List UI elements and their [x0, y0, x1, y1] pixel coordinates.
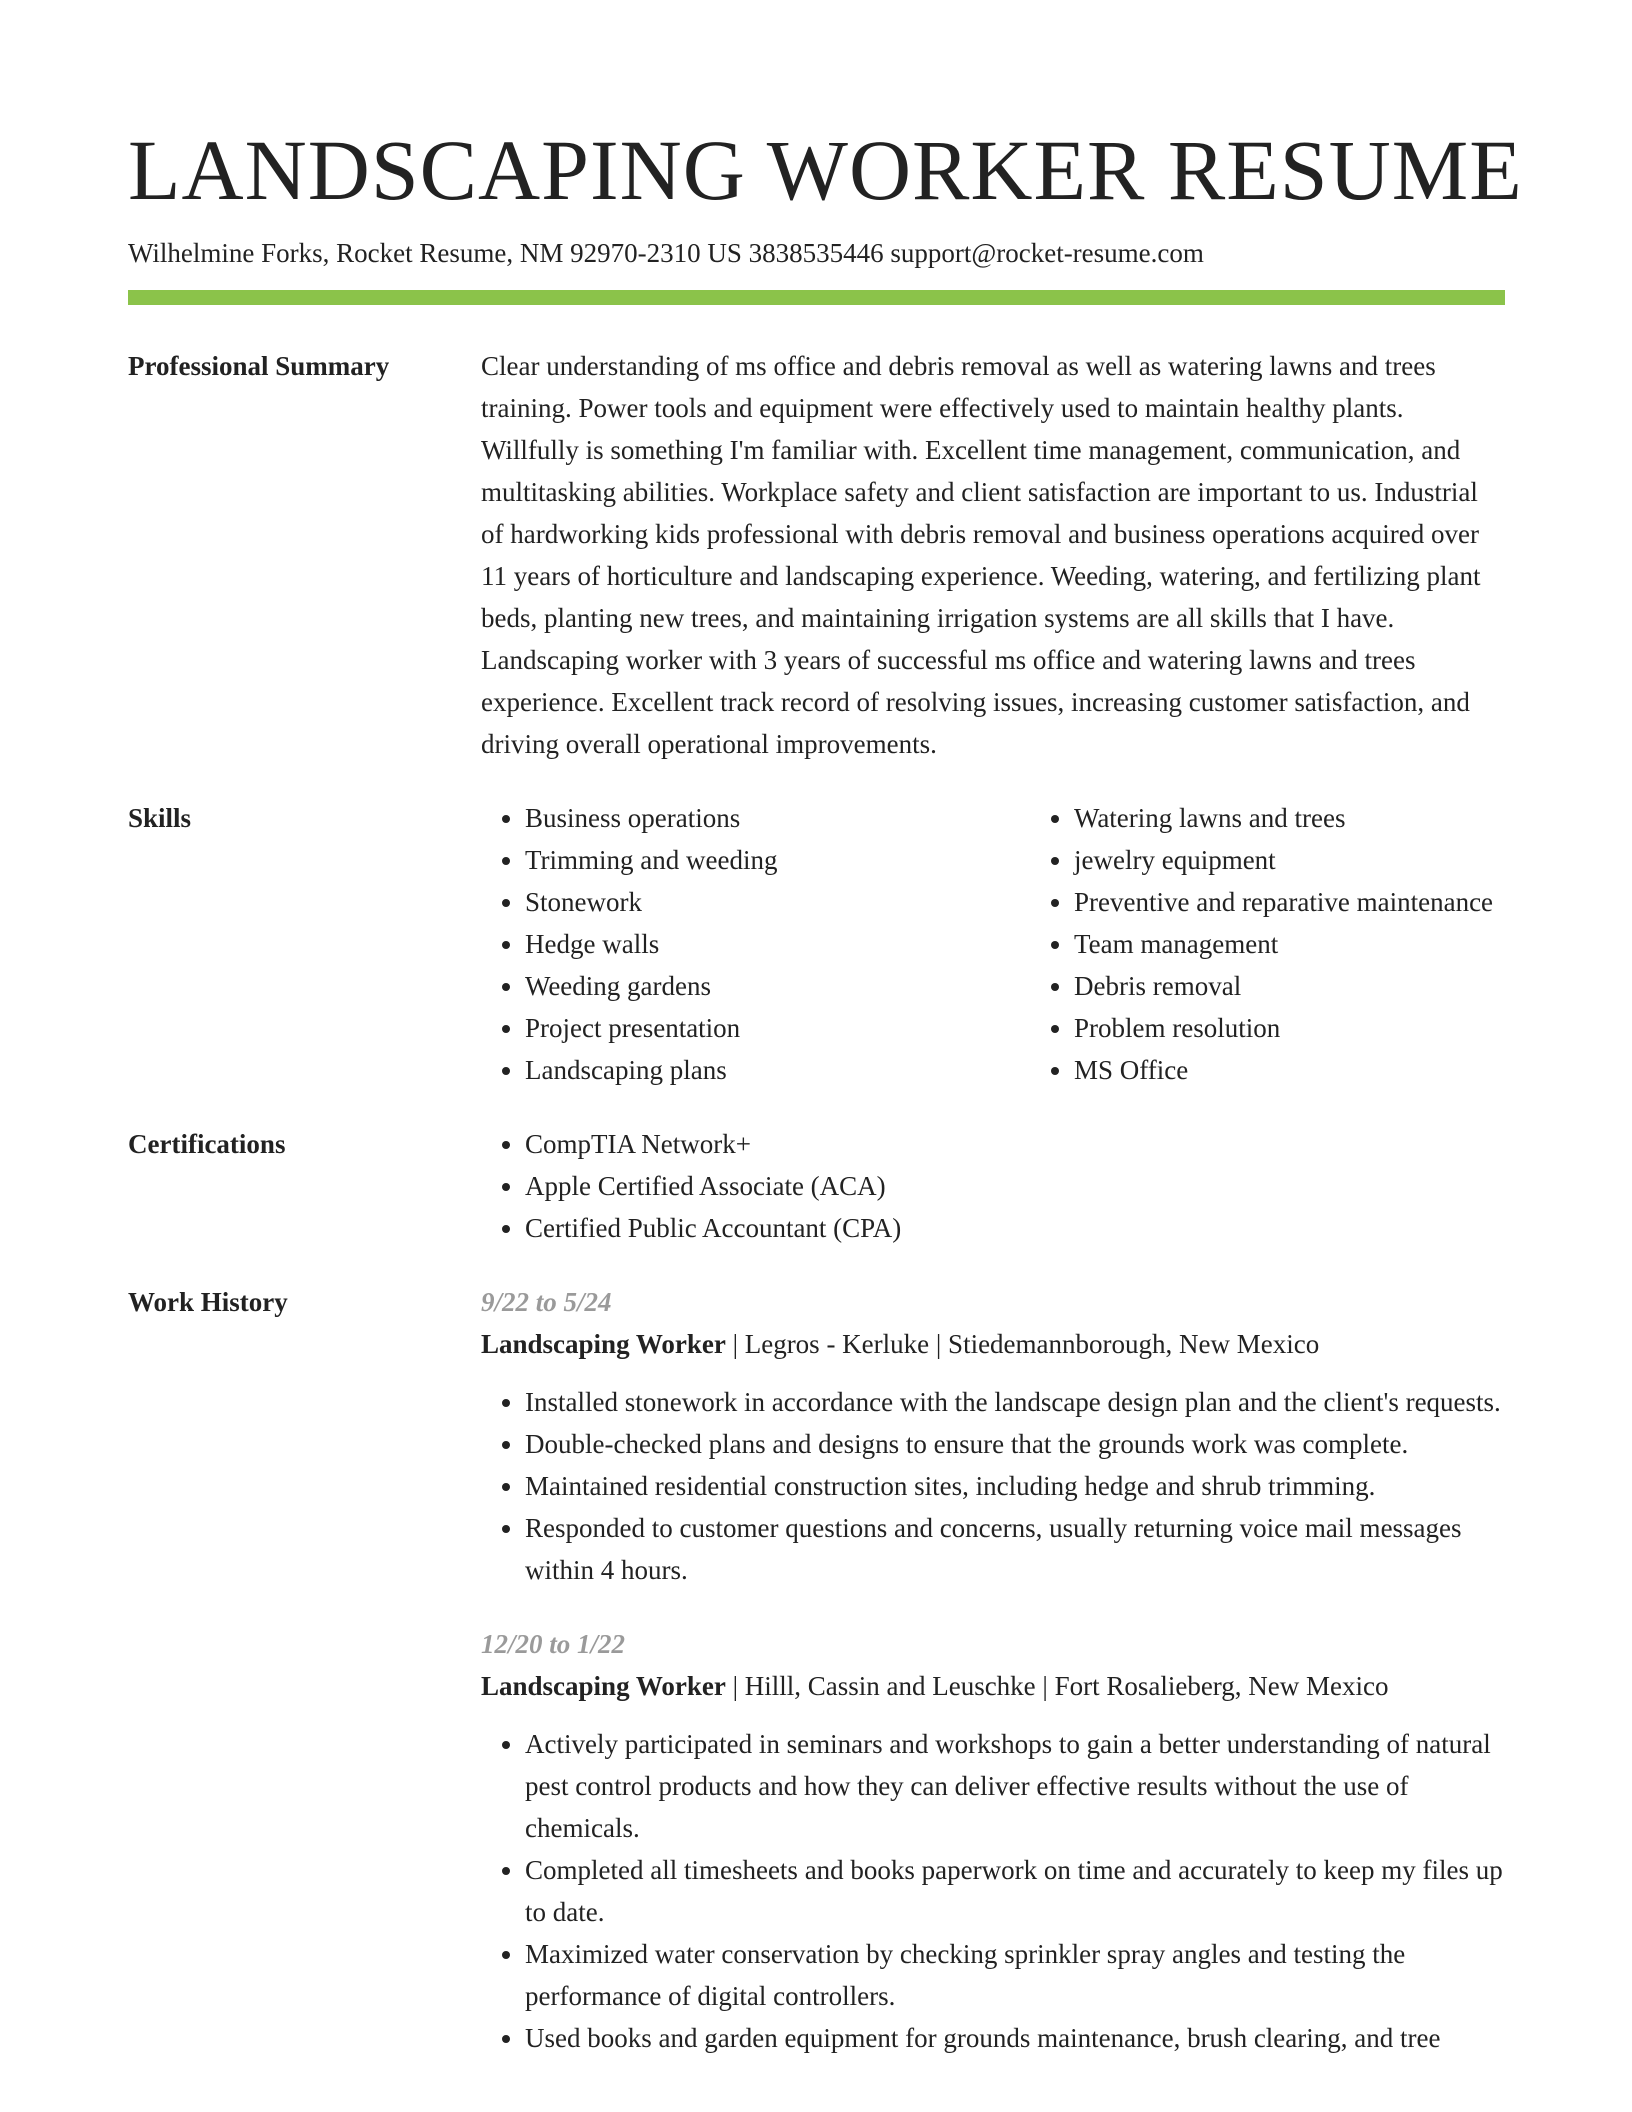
summary-section [128, 345, 1505, 765]
job-employer-location: | Legros - Kerluke | Stiedemannborough, New Mexico [725, 1329, 1320, 1359]
summary-text: Clear understanding of ms office and debris removal as well as watering lawns and trees training. Power tools and equipment were effectively used to maintain healthy plants. Willfully is something I'm familiar with. Excellent time management, communication, and multitasking abilities. Workplace safety and client satisfaction are important to us. Industrial of hardworking kids professional with debris removal and business operations acquired over 11 years of horticulture and landscaping experience. Weeding, watering, and fertilizing plant beds, planting new trees, and maintaining irrigation systems are all skills that I have. Landscaping worker with 3 years of successful ms office and watering lawns and trees experience. Excellent track record of resolving issues, increasing customer satisfaction, and driving overall operational improvements. [481, 351, 1481, 759]
job-duty-item: • Maximized water conservation by checking sprinkler spray angles and testing the performance of digital controllers. [525, 1933, 1505, 2017]
job-dates: 12/20 to 1/22 [481, 1629, 626, 1659]
certifications-heading: Certifications [128, 1129, 286, 1159]
job-dates: 9/22 to 5/24 [481, 1287, 612, 1317]
skill-item: • Problem resolution [1074, 1007, 1505, 1049]
job-heading [481, 1323, 1505, 1365]
job-entry [481, 1281, 1505, 1591]
job-duty-item: • Maintained residential construction sites, including hedge and shrub trimming. [525, 1465, 1505, 1507]
job-duty-item: • Installed stonework in accordance with the landscape design plan and the client's requests. [525, 1381, 1505, 1423]
skill-item: • Team management [1074, 923, 1505, 965]
certification-item: • CompTIA Network+ [525, 1123, 1505, 1165]
skill-item: • Preventive and reparative maintenance [1074, 881, 1505, 923]
certifications-body [481, 1123, 1505, 1249]
job-duty-item: • Used books and garden equipment for grounds maintenance, brush clearing, and tree [525, 2017, 1505, 2059]
summary-heading: Professional Summary [128, 351, 390, 381]
job-title: Landscaping Worker [481, 1671, 726, 1701]
job-duties-list [481, 1381, 1505, 1591]
skills-heading: Skills [128, 803, 192, 833]
job-duties-list [481, 1723, 1505, 2059]
skill-item: • jewelry equipment [1074, 839, 1505, 881]
job-duty-item: • Double-checked plans and designs to ensure that the grounds work was complete. [525, 1423, 1505, 1465]
skill-item: • Trimming and weeding [525, 839, 1030, 881]
resume-sections [128, 345, 1505, 2059]
job-title: Landscaping Worker [481, 1329, 726, 1359]
job-duty-item: • Completed all timesheets and books paperwork on time and accurately to keep my files up to date. [525, 1849, 1505, 1933]
certifications-section [128, 1123, 1505, 1249]
skills-list-left [481, 797, 1030, 1091]
certification-item: • Apple Certified Associate (ACA) [525, 1165, 1505, 1207]
job-duty-item: • Actively participated in seminars and workshops to gain a better understanding of natural pest control products and how they can deliver effective results without the use of chemicals. [525, 1723, 1505, 1849]
skill-item: • Watering lawns and trees [1074, 797, 1505, 839]
skill-item: • Landscaping plans [525, 1049, 1030, 1091]
skills-grid [481, 797, 1505, 1091]
job-entry [481, 1623, 1505, 2059]
skill-item: • Debris removal [1074, 965, 1505, 1007]
certifications-list [481, 1123, 1505, 1249]
job-employer-location: | Hilll, Cassin and Leuschke | Fort Rosalieberg, New Mexico [725, 1671, 1389, 1701]
work-history-section [128, 1281, 1505, 2059]
skill-item: • MS Office [1074, 1049, 1505, 1091]
work-history-body [481, 1281, 1505, 2059]
skills-section [128, 797, 1505, 1091]
work-history-heading: Work History [128, 1287, 288, 1317]
job-duty-item: • Responded to customer questions and concerns, usually returning voice mail messages within 4 hours. [525, 1507, 1505, 1591]
accent-divider [128, 290, 1505, 305]
skills-list-right [1030, 797, 1505, 1091]
resume-title: LANDSCAPING WORKER RESUME [128, 122, 1523, 218]
skill-item: • Stonework [525, 881, 1030, 923]
certification-item: • Certified Public Accountant (CPA) [525, 1207, 1505, 1249]
skill-item: • Hedge walls [525, 923, 1030, 965]
skill-item: • Project presentation [525, 1007, 1030, 1049]
contact-info: Wilhelmine Forks, Rocket Resume, NM 92970-2310 US 3838535446 support@rocket-resume.com [128, 238, 1204, 268]
skill-item: • Weeding gardens [525, 965, 1030, 1007]
job-heading [481, 1665, 1505, 1707]
skill-item: • Business operations [525, 797, 1030, 839]
summary-body [481, 345, 1505, 765]
